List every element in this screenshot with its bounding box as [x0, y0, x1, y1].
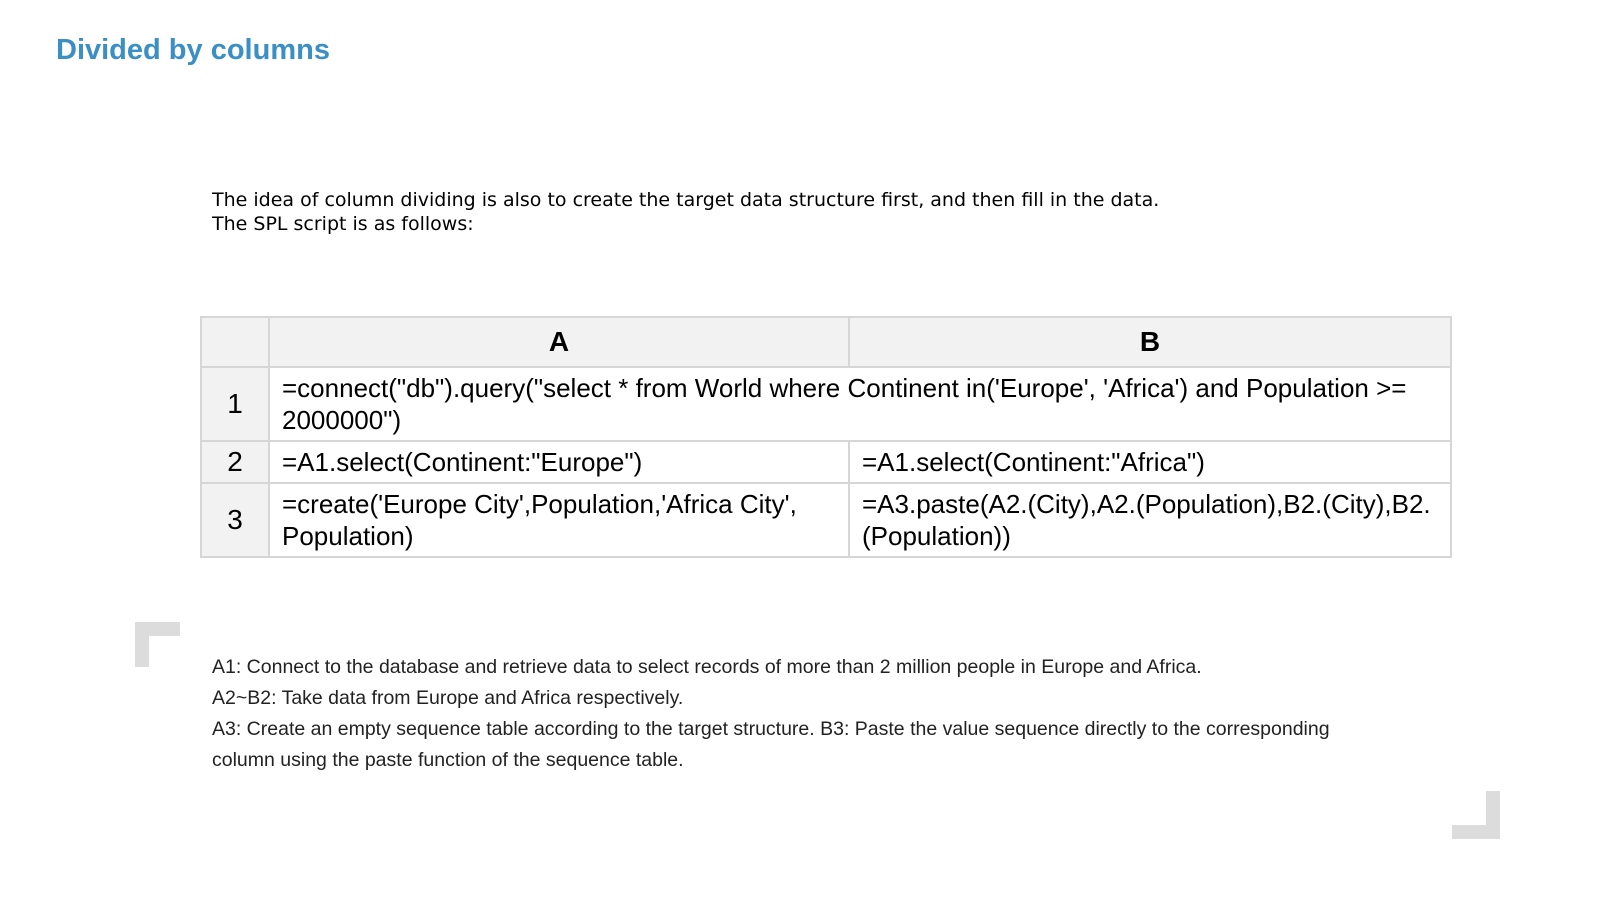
cell-a1: =connect("db").query("select * from World where Continent in('Europe', 'Africa') and Population >= 2000000")	[269, 367, 1451, 441]
note-line-1: A1: Connect to the database and retrieve data to select records of more than 2 million people in Europe and Africa.	[212, 656, 1202, 678]
corner-cell	[201, 317, 269, 367]
corner-bracket-top-left-icon	[135, 622, 180, 667]
note-line-2: A2~B2: Take data from Europe and Africa respectively.	[212, 687, 684, 709]
column-header-b: B	[849, 317, 1451, 367]
page-title: Divided by columns	[56, 34, 330, 66]
spl-script-table	[200, 316, 1452, 558]
cell-b3: =A3.paste(A2.(City),A2.(Population),B2.(City),B2.(Population))	[849, 483, 1451, 557]
intro-line-2: The SPL script is as follows:	[212, 213, 474, 235]
explanation-notes	[212, 652, 1412, 776]
cell-a3: =create('Europe City',Population,'Africa City', Population)	[269, 483, 849, 557]
row-number: 3	[201, 483, 269, 557]
cell-a2: =A1.select(Continent:"Europe")	[269, 441, 849, 483]
table-header-row	[201, 317, 1451, 367]
row-number: 2	[201, 441, 269, 483]
column-header-a: A	[269, 317, 849, 367]
intro-text	[212, 188, 1159, 236]
table-row	[201, 441, 1451, 483]
note-line-4: column using the paste function of the sequence table.	[212, 749, 684, 771]
corner-bracket-bottom-right-icon	[1452, 791, 1500, 839]
table-row	[201, 483, 1451, 557]
cell-b2: =A1.select(Continent:"Africa")	[849, 441, 1451, 483]
table-row	[201, 367, 1451, 441]
row-number: 1	[201, 367, 269, 441]
intro-line-1: The idea of column dividing is also to create the target data structure first, and then fill in the data.	[212, 189, 1160, 211]
note-line-3: A3: Create an empty sequence table according to the target structure. B3: Paste the value sequence directly to the corresponding	[212, 718, 1330, 740]
